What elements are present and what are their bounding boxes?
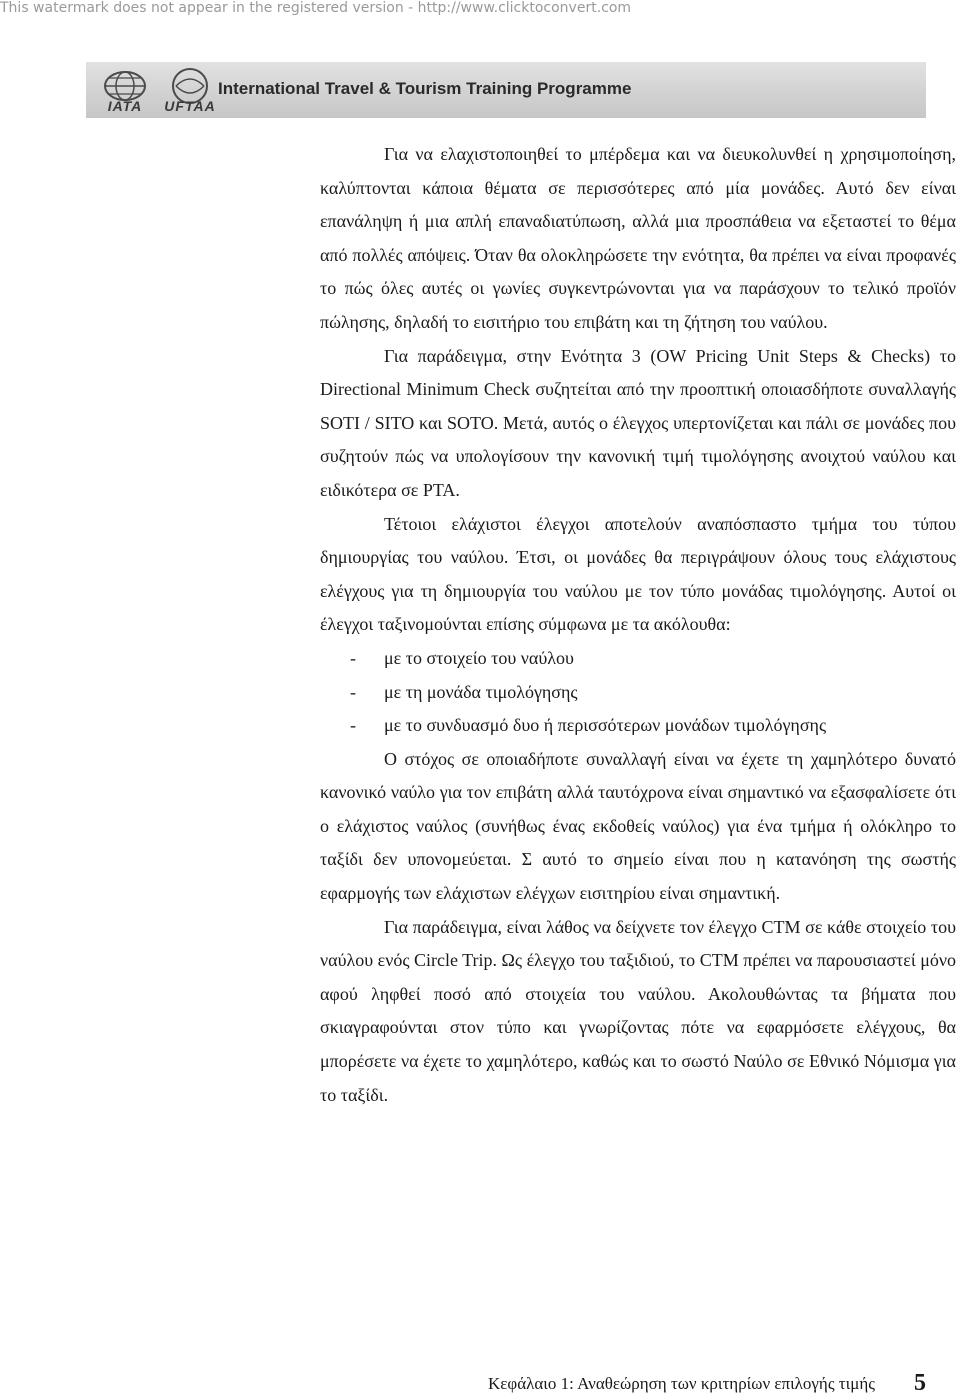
paragraph: Ο στόχος σε οποιαδήποτε συναλλαγή είναι να έχετε τη χαμηλότερο δυνατό κανονικό ναύλο για τον επιβάτη αλλά ταυτόχρονα είναι σημαντικό να εξασφαλίσετε ότι ο ελάχιστος ναύλος (συνήθως ένας εκδοθείς ναύλος) για ένα τμήμα ή ολόκληρο το ταξίδι δεν υπονομεύεται. Σ αυτό το σημείο είναι που η κατανόηση της σωστής εφαρμογής των ελάχιστων ελέγχων εισιτηρίου είναι σημαντική.	[320, 748, 956, 904]
document-body	[320, 138, 956, 1112]
uftaa-logo-label: UFTAA	[164, 98, 216, 114]
iata-logo-label: IATA	[107, 98, 143, 114]
list-marker: -	[350, 681, 356, 702]
paragraph: Για παράδειγμα, είναι λάθος να δείχνετε τον έλεγχο CTM σε κάθε στοιχείο του ναύλου ενός Circle Trip. Ως έλεγχο του ταξιδιού, το CTM πρέπει να παρουσιαστεί μόνο αφού ληφθεί ποσό από στοιχεία του ναύλου. Ακολουθώντας τα βήματα που σκιαγραφούνται στον τύπο και γνωρίζοντας πότε να εφαρμόσετε ελέγχους, θα μπορέσετε να έχετε το χαμηλότερο, καθώς και το σωστό Ναύλο σε Εθνικό Νόμισμα για το ταξίδι.	[320, 916, 956, 1105]
list-item	[320, 642, 956, 676]
uftaa-logo	[158, 62, 222, 118]
list-item-text: με το στοιχείο του ναύλου	[384, 647, 574, 668]
list-item-text: με το συνδυασμό δυο ή περισσότερων μονάδων τιμολόγησης	[384, 715, 827, 736]
list-item	[320, 676, 956, 710]
list-marker: -	[350, 647, 356, 668]
list-marker: -	[350, 715, 356, 736]
chapter-title: Κεφάλαιο 1: Αναθεώρηση των κριτηρίων επιλογής τιμής	[488, 1374, 875, 1393]
paragraph: Για να ελαχιστοποιηθεί το μπέρδεμα και να διευκολυνθεί η χρησιμοποίηση, καλύπτονται κάποια θέματα σε περισσότερες από μία μονάδες. Αυτό δεν είναι επανάληψη ή μια απλή επαναδιατύπωση, αλλά μια προσπάθεια να εξεταστεί το θέμα από πολλές απόψεις. Όταν θα ολοκληρώσετε την ενότητα, θα πρέπει να είναι προφανές το πώς όλες αυτές οι γωνίες συγκεντρώνονται για να παράσχουν το τελικό προϊόν πώλησης, δηλαδή το εισιτήριο του επιβάτη και τη ζήτηση του ναύλου.	[320, 144, 956, 332]
header-banner	[86, 62, 926, 118]
iata-logo	[92, 62, 158, 118]
page-number: 5	[914, 1370, 926, 1396]
watermark-text: This watermark does not appear in the registered version - http://www.clicktoconvert.com	[0, 0, 632, 16]
criteria-list	[320, 642, 956, 743]
list-item-text: με τη μονάδα τιμολόγησης	[384, 681, 578, 702]
list-item	[320, 709, 956, 743]
paragraph: Για παράδειγμα, στην Ενότητα 3 (OW Pricing Unit Steps & Checks) το Directional Minimum Check συζητείται από την προοπτική οποιασδήποτε συναλλαγής SOTI / SITO και SOTO. Μετά, αυτός ο έλεγχος υπερτονίζεται και πάλι σε μονάδες που συζητούν πώς να υπολογίσουν την κανονική τιμή τιμολόγησης ανοιχτού ναύλου και ειδικότερα σε PTA.	[320, 345, 956, 500]
programme-title: International Travel & Tourism Training Programme	[218, 79, 632, 98]
paragraph: Τέτοιοι ελάχιστοι έλεγχοι αποτελούν αναπόσπαστο τμήμα του τύπου δημιουργίας του ναύλου. Έτσι, οι μονάδες θα περιγράψουν όλους τους ελάχιστους ελέγχους για τη δημιουργία του ναύλου με τον τύπο μονάδας τιμολόγησης. Αυτοί οι έλεγχοι ταξινομούνται επίσης σύμφωνα με τα ακόλουθα:	[320, 513, 956, 635]
